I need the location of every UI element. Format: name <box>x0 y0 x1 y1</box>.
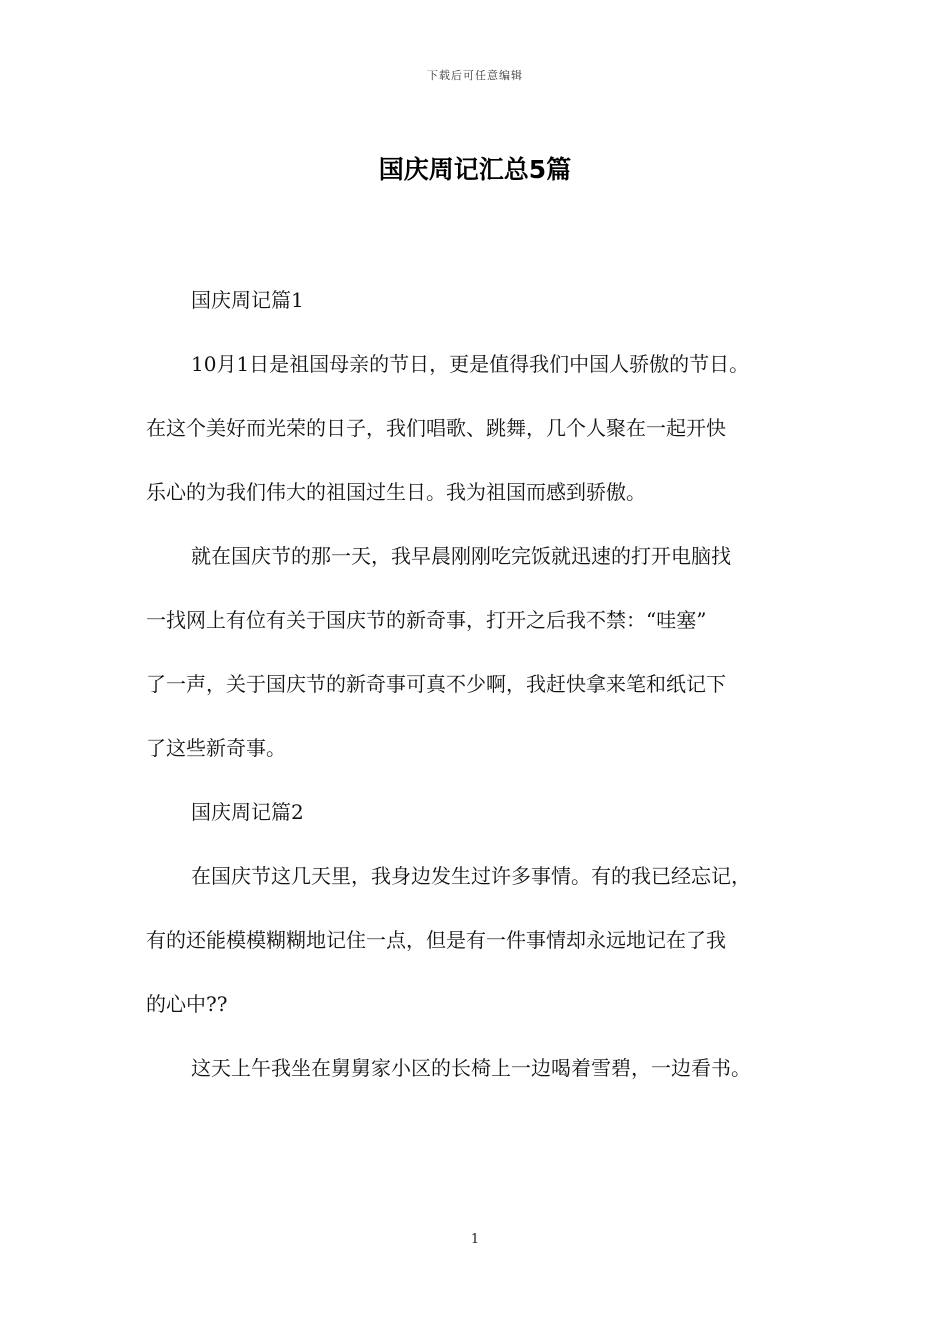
document-body <box>146 268 824 1100</box>
header-note: 下载后可任意编辑 <box>427 69 523 82</box>
paragraph-line: 10月1日是祖国母亲的节日，更是值得我们中国人骄傲的节日。 <box>191 352 750 376</box>
page-number: 1 <box>470 1232 480 1247</box>
paragraph-line: 了这些新奇事。 <box>146 736 286 760</box>
section-heading-1: 国庆周记篇1 <box>191 288 304 312</box>
paragraph-line: 乐心的为我们伟大的祖国过生日。我为祖国而感到骄傲。 <box>146 480 646 504</box>
paragraph-line: 了一声，关于国庆节的新奇事可真不少啊，我赶快拿来笔和纸记下 <box>146 672 726 696</box>
paragraph-line: 的心中?? <box>146 992 228 1016</box>
paragraph-line: 就在国庆节的那一天，我早晨刚刚吃完饭就迅速的打开电脑找 <box>191 544 731 568</box>
paragraph-line: 这天上午我坐在舅舅家小区的长椅上一边喝着雪碧，一边看书。 <box>191 1056 751 1080</box>
section-heading-2: 国庆周记篇2 <box>191 800 304 824</box>
paragraph-line: 在这个美好而光荣的日子，我们唱歌、跳舞，几个人聚在一起开快 <box>146 416 726 440</box>
paragraph-line: 在国庆节这几天里，我身边发生过许多事情。有的我已经忘记， <box>191 864 751 888</box>
paragraph-line: 一找网上有位有关于国庆节的新奇事，打开之后我不禁：“哇塞” <box>146 608 707 632</box>
document-title: 国庆周记汇总5篇 <box>378 155 572 184</box>
paragraph-line: 有的还能模模糊糊地记住一点，但是有一件事情却永远地记在了我 <box>146 928 726 952</box>
